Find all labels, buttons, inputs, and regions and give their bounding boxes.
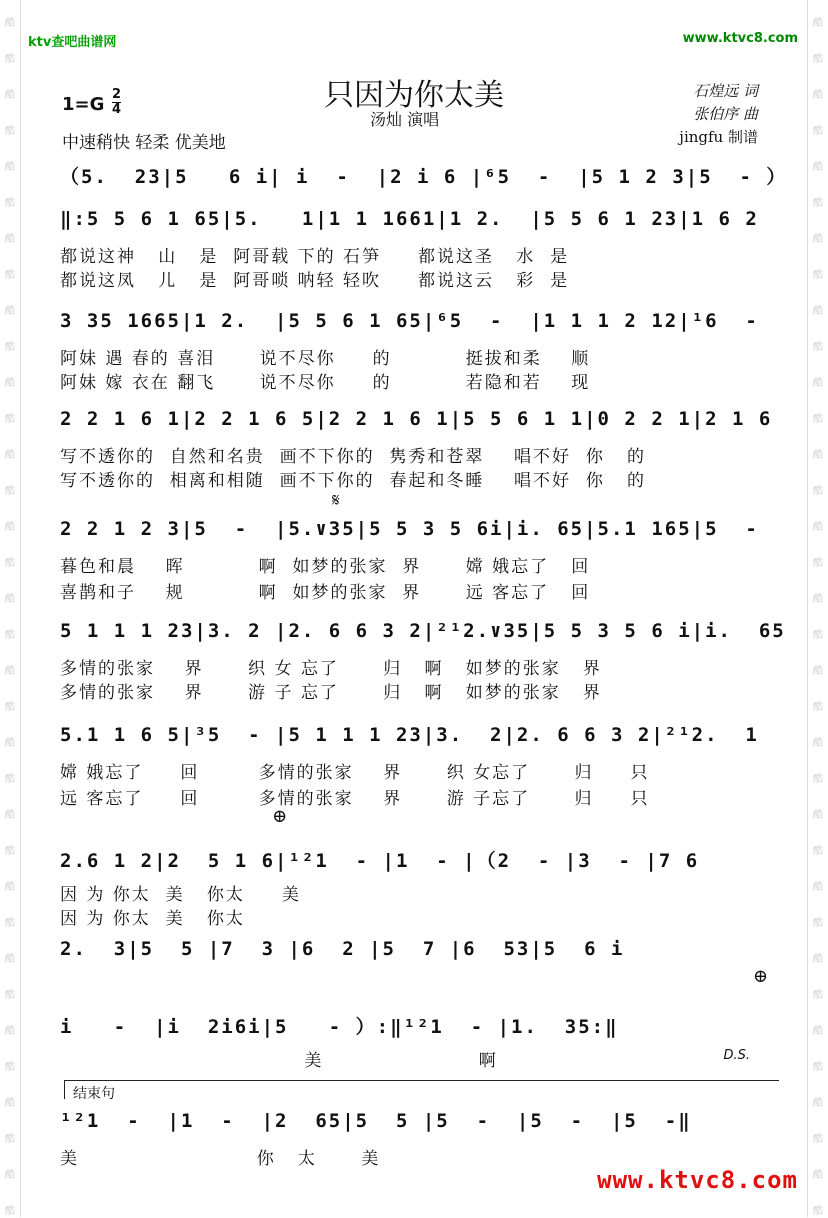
watermark-glyph: 酷 xyxy=(813,1134,823,1145)
watermark-glyph: 酷 xyxy=(813,1062,823,1073)
watermark-glyph: 酷 xyxy=(5,738,15,749)
score-row-2 xyxy=(60,208,770,240)
watermark-glyph: 酷 xyxy=(5,54,15,65)
song-title: 只因为你太美 xyxy=(324,78,504,113)
watermark-glyph: 酷 xyxy=(813,414,823,425)
notes: 3 35 1665|1 2. |5 5 6 1 65|⁶5 - |1 1 1 2 12|¹6 - xyxy=(60,310,759,332)
lyric-row-5b: 多情的张家 界 游 子 忘了 归 啊 如梦的张家 界 xyxy=(60,683,602,703)
watermark-glyph: 酷 xyxy=(813,702,823,713)
notes: ¹²1 - |1 - |2 65|5 5 |5 - |5 - |5 -‖ xyxy=(60,1110,692,1132)
watermark-glyph: 酷 xyxy=(813,522,823,533)
watermark-glyph: 酷 xyxy=(813,126,823,137)
notes: 2 2 1 6 1|2 2 1 6 5|2 2 1 6 1|5 5 6 1 1|0 2 2 1|2 1 6 xyxy=(60,408,773,430)
watermark-glyph: 酷 xyxy=(5,450,15,461)
right-watermark-strip xyxy=(807,0,828,1217)
lyric-row-4b: 喜鹊和子 规 啊 如梦的张家 界 远 客忘了 回 xyxy=(60,583,591,603)
watermark-glyph: 酷 xyxy=(813,954,823,965)
watermark-glyph: 酷 xyxy=(5,558,15,569)
watermark-glyph: 酷 xyxy=(5,1170,15,1181)
score-row-4 xyxy=(60,408,773,440)
watermark-glyph: 酷 xyxy=(813,342,823,353)
score-row-10 xyxy=(60,1012,770,1044)
notes: 2. 3|5 5 |7 3 |6 2 |5 7 |6 53|5 6 i xyxy=(60,938,625,960)
site-url-right: www.ktvc8.com xyxy=(682,31,798,46)
lyric-row-1a: 都说这神 山 是 阿哥载 下的 石笋 都说这圣 水 是 xyxy=(60,247,570,267)
arranger-credit: jingfu 制谱 xyxy=(679,128,758,146)
watermark-glyph: 酷 xyxy=(813,1098,823,1109)
watermark-glyph: 酷 xyxy=(813,558,823,569)
watermark-glyph: 酷 xyxy=(5,1026,15,1037)
watermark-glyph: 酷 xyxy=(813,270,823,281)
lyric-row-3a: 写不透你的 自然和名贵 画不下你的 隽秀和苍翠 唱不好 你 的 xyxy=(60,447,647,467)
watermark-glyph: 酷 xyxy=(813,486,823,497)
tempo-marking: 中速稍快 轻柔 优美地 xyxy=(62,133,226,153)
watermark-glyph: 酷 xyxy=(5,378,15,389)
notes: （5. 23|5 6 i| i - |2 i 6 |⁶5 - |5 1 2 3|5 - ） xyxy=(60,166,788,188)
watermark-glyph: 酷 xyxy=(813,90,823,101)
watermark-glyph: 酷 xyxy=(5,918,15,929)
coda-sign-2: ⊕ xyxy=(752,966,768,987)
ending-label: 结束句 xyxy=(73,1086,115,1102)
watermark-glyph: 酷 xyxy=(813,882,823,893)
watermark-glyph: 酷 xyxy=(5,774,15,785)
lyric-row-9: 美 你 太 美 xyxy=(60,1149,381,1169)
coda-sign: ⊕ xyxy=(272,806,288,827)
lyric-row-4a: 暮色和晨 晖 啊 如梦的张家 界 嫦 娥忘了 回 xyxy=(60,557,591,577)
watermark-glyph: 酷 xyxy=(5,1206,15,1217)
notes: 2.6 1 2|2 5 1 6|¹²1 - |1 - |（2 - |3 - |7 6 xyxy=(60,850,700,872)
watermark-glyph: 酷 xyxy=(5,990,15,1001)
watermark-glyph: 酷 xyxy=(813,666,823,677)
watermark-glyph: 酷 xyxy=(5,18,15,29)
notes: 5 1 1 1 23|3. 2 |2. 6 6 3 2|²¹2.∨35|5 5 3 5 6 i|i. 65 xyxy=(60,620,786,642)
lyric-row-7a: 因 为 你太 美 你太 美 xyxy=(60,885,301,905)
watermark-glyph: 酷 xyxy=(813,990,823,1001)
time-bottom: 4 xyxy=(112,102,122,117)
watermark-glyph: 酷 xyxy=(813,1170,823,1181)
watermark-glyph: 酷 xyxy=(813,594,823,605)
watermark-glyph: 酷 xyxy=(813,918,823,929)
notes: ‖:5 5 6 1 65|5. 1|1 1 1661|1 2. |5 5 6 1 23|1 6 2 xyxy=(60,208,759,230)
time-top: 2 xyxy=(112,87,122,102)
ending-bracket xyxy=(64,1080,779,1102)
watermark-glyph: 酷 xyxy=(813,234,823,245)
dal-segno-mark: D.S. xyxy=(723,1048,750,1063)
watermark-glyph: 酷 xyxy=(5,306,15,317)
lyric-row-6a: 嫦 娥忘了 回 多情的张家 界 织 女忘了 归 只 xyxy=(60,763,650,783)
watermark-glyph: 酷 xyxy=(5,630,15,641)
watermark-glyph: 酷 xyxy=(5,522,15,533)
site-name-left: ktv查吧曲谱网 xyxy=(28,35,117,50)
watermark-glyph: 酷 xyxy=(813,630,823,641)
left-watermark-strip xyxy=(0,0,21,1217)
watermark-glyph: 酷 xyxy=(813,1206,823,1217)
watermark-glyph: 酷 xyxy=(5,414,15,425)
watermark-glyph: 酷 xyxy=(5,234,15,245)
watermark-glyph: 酷 xyxy=(813,738,823,749)
score-row-5 xyxy=(60,518,770,550)
watermark-glyph: 酷 xyxy=(5,486,15,497)
watermark-glyph: 酷 xyxy=(5,126,15,137)
lyric-row-7b: 因 为 你太 美 你太 xyxy=(60,909,245,929)
watermark-glyph: 酷 xyxy=(5,270,15,281)
watermark-glyph: 酷 xyxy=(5,198,15,209)
watermark-glyph: 酷 xyxy=(813,54,823,65)
lyric-row-1b: 都说这凤 儿 是 阿哥唢 呐轻 轻吹 都说这云 彩 是 xyxy=(60,271,570,291)
notes: 2 2 1 2 3|5 - |5.∨35|5 5 3 5 6i|i. 65|5.1 165|5 - xyxy=(60,518,759,540)
lyricist-credit: 石煌远 词 xyxy=(693,82,758,100)
lyric-row-2a: 阿妹 遇 春的 喜泪 说不尽你 的 挺拔和柔 顺 xyxy=(60,349,591,369)
notes: 5.1 1 6 5|³5 - |5 1 1 1 23|3. 2|2. 6 6 3 2|²¹2. 1 xyxy=(60,724,759,746)
lyric-row-6b: 远 客忘了 回 多情的张家 界 游 子忘了 归 只 xyxy=(60,789,650,809)
score-row-3 xyxy=(60,310,770,342)
watermark-glyph: 酷 xyxy=(813,198,823,209)
watermark-glyph: 酷 xyxy=(5,702,15,713)
watermark-glyph: 酷 xyxy=(813,774,823,785)
watermark-glyph: 酷 xyxy=(813,810,823,821)
segno-sign: 𝄋 xyxy=(332,490,340,511)
footer-logo: www.ktvc8.com xyxy=(597,1166,798,1194)
watermark-glyph: 酷 xyxy=(5,1134,15,1145)
watermark-glyph: 酷 xyxy=(813,846,823,857)
notes: i - |i 2i6i|5 - ）:‖¹²1 - |1. 35:‖ xyxy=(60,1016,619,1038)
watermark-glyph: 酷 xyxy=(813,162,823,173)
watermark-glyph: 酷 xyxy=(813,1026,823,1037)
watermark-glyph: 酷 xyxy=(5,810,15,821)
watermark-glyph: 酷 xyxy=(5,1062,15,1073)
lyric-row-3b: 写不透你的 相离和相随 画不下你的 春起和冬睡 唱不好 你 的 xyxy=(60,471,647,491)
watermark-glyph: 酷 xyxy=(813,450,823,461)
watermark-glyph: 酷 xyxy=(813,18,823,29)
lyric-row-2b: 阿妹 嫁 衣在 翻飞 说不尽你 的 若隐和若 现 xyxy=(60,373,591,393)
watermark-glyph: 酷 xyxy=(5,1098,15,1109)
watermark-glyph: 酷 xyxy=(5,846,15,857)
watermark-glyph: 酷 xyxy=(5,162,15,173)
key-signature: 1=G xyxy=(62,94,105,115)
watermark-glyph: 酷 xyxy=(813,306,823,317)
score-row-7 xyxy=(60,724,770,756)
watermark-glyph: 酷 xyxy=(5,90,15,101)
score-row-9 xyxy=(60,938,770,970)
watermark-glyph: 酷 xyxy=(813,378,823,389)
score-row-11 xyxy=(60,1110,770,1142)
singer-credit: 汤灿 演唱 xyxy=(370,110,440,129)
watermark-glyph: 酷 xyxy=(5,954,15,965)
lyric-row-8: 美 啊 xyxy=(60,1051,498,1071)
composer-credit: 张伯序 曲 xyxy=(693,105,758,123)
lyric-row-5a: 多情的张家 界 织 女 忘了 归 啊 如梦的张家 界 xyxy=(60,659,602,679)
watermark-glyph: 酷 xyxy=(5,594,15,605)
time-signature xyxy=(112,88,121,117)
score-row-8 xyxy=(60,846,770,878)
watermark-glyph: 酷 xyxy=(5,342,15,353)
score-row-1 xyxy=(60,162,788,194)
score-row-6 xyxy=(60,620,786,652)
watermark-glyph: 酷 xyxy=(5,882,15,893)
watermark-glyph: 酷 xyxy=(5,666,15,677)
